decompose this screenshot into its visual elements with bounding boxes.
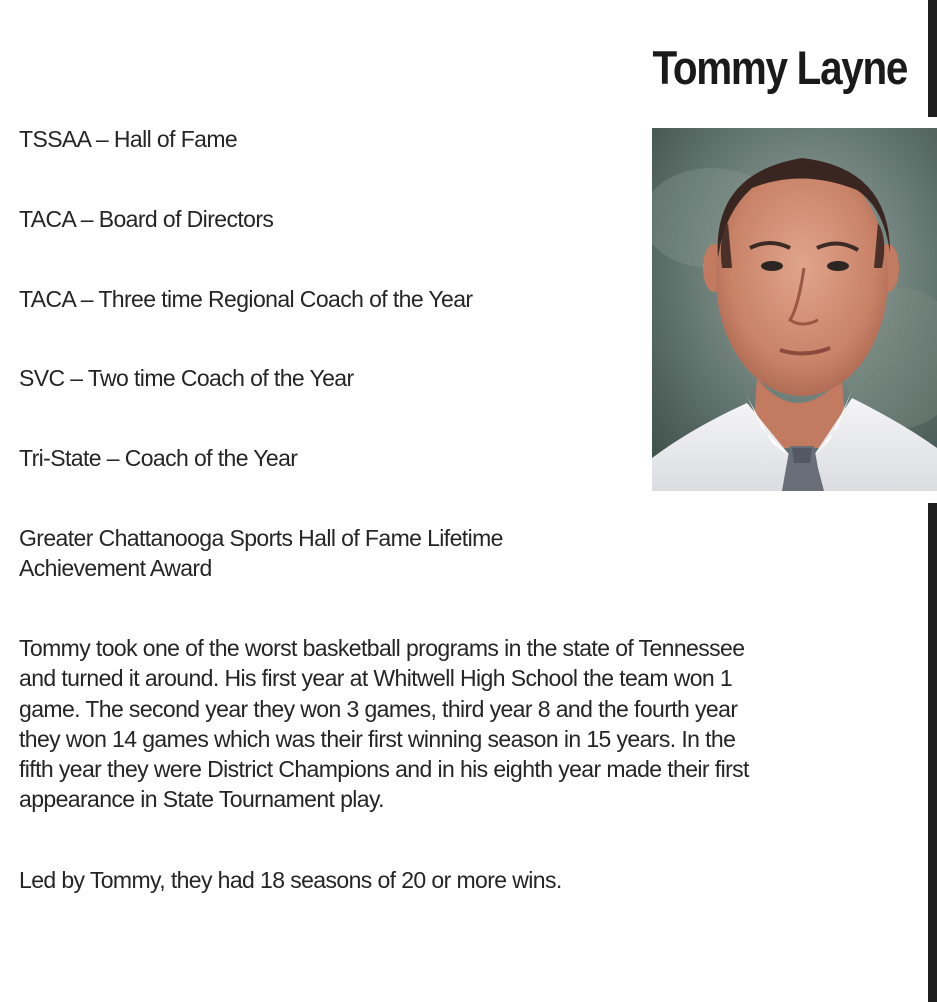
bio-line: Tommy took one of the worst basketball programs in the state of Tennessee bbox=[19, 635, 745, 661]
closing-statement: Led by Tommy, they had 18 seasons of 20 or more wins. bbox=[19, 867, 562, 893]
bio-line: fifth year they were District Champions and in his eighth year made their first bbox=[19, 756, 749, 782]
bio-line: they won 14 games which was their first winning season in 15 years. In the bbox=[19, 726, 736, 752]
honor-item: Tri-State – Coach of the Year bbox=[19, 445, 298, 471]
bio-line: appearance in State Tournament play. bbox=[19, 786, 384, 812]
side-bar-top bbox=[928, 0, 937, 117]
lifetime-award-line: Achievement Award bbox=[19, 555, 212, 581]
page-title: Tommy Layne bbox=[652, 41, 907, 94]
lifetime-award-line: Greater Chattanooga Sports Hall of Fame Lifetime bbox=[19, 525, 503, 551]
bio-line: game. The second year they won 3 games, third year 8 and the fourth year bbox=[19, 696, 738, 722]
portrait-photo bbox=[652, 128, 937, 491]
honor-item: TSSAA – Hall of Fame bbox=[19, 126, 238, 152]
honor-item: SVC – Two time Coach of the Year bbox=[19, 365, 354, 391]
honor-item: TACA – Board of Directors bbox=[19, 206, 274, 232]
bio-line: and turned it around. His first year at Whitwell High School the team won 1 bbox=[19, 665, 733, 691]
side-bar-bottom bbox=[928, 503, 937, 1002]
honor-item: TACA – Three time Regional Coach of the Year bbox=[19, 286, 473, 312]
